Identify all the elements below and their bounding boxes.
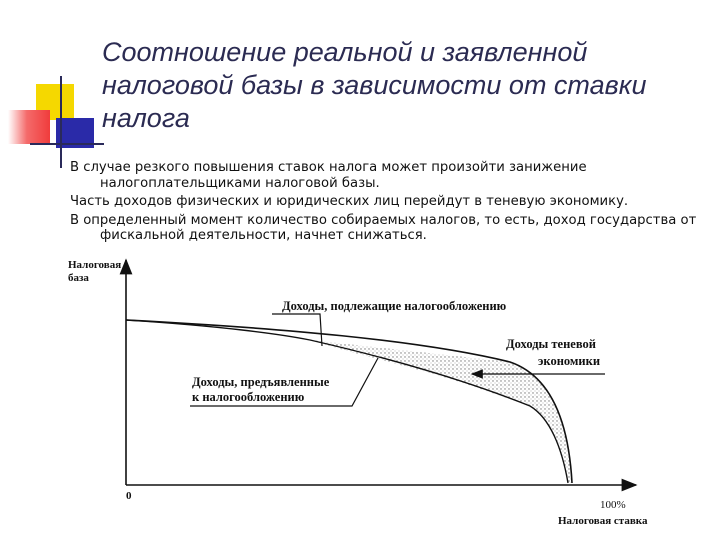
bullet-item-3: В определенный момент количество собираемых налогов, то есть, доход государства от фискальной деятельности, начнет снижаться. — [70, 212, 697, 243]
taxable-income-label: Доходы, подлежащие налогообложению — [282, 299, 507, 313]
deco-horizontal-line — [30, 143, 104, 145]
slide-title — [102, 36, 702, 135]
bullet-item-2: Часть доходов физических и юридических лиц перейдут в теневую экономику. — [70, 194, 629, 209]
declared-income-label-line-2: к налогообложению — [192, 390, 305, 404]
shadow-economy-area — [310, 340, 572, 483]
shadow-economy-label-line-2: экономики — [538, 354, 601, 368]
tax-base-diagram — [60, 248, 670, 534]
title-line-2: налоговой базы в зависимости от ставки — [102, 70, 647, 100]
x-max-label: 100% — [600, 499, 626, 511]
declared-income-label-line-1: Доходы, предъявленные — [192, 375, 330, 389]
title-line-3: налога — [102, 103, 190, 133]
origin-label: 0 — [126, 490, 132, 502]
shadow-economy-label-line-1: Доходы теневой — [506, 337, 596, 351]
x-axis-label: Налоговая ставка — [558, 515, 648, 527]
y-axis-label-line-1: Налоговая — [68, 259, 122, 271]
deco-red-square — [8, 110, 50, 144]
bullet-item-1: В случае резкого повышения ставок налога может произойти занижение налогоплательщиками налоговой базы. — [70, 160, 587, 191]
title-line-1: Соотношение реальной и заявленной — [102, 37, 588, 67]
y-axis-label-line-2: база — [68, 272, 89, 284]
deco-vertical-line — [60, 76, 62, 168]
bullet-list — [70, 160, 700, 247]
